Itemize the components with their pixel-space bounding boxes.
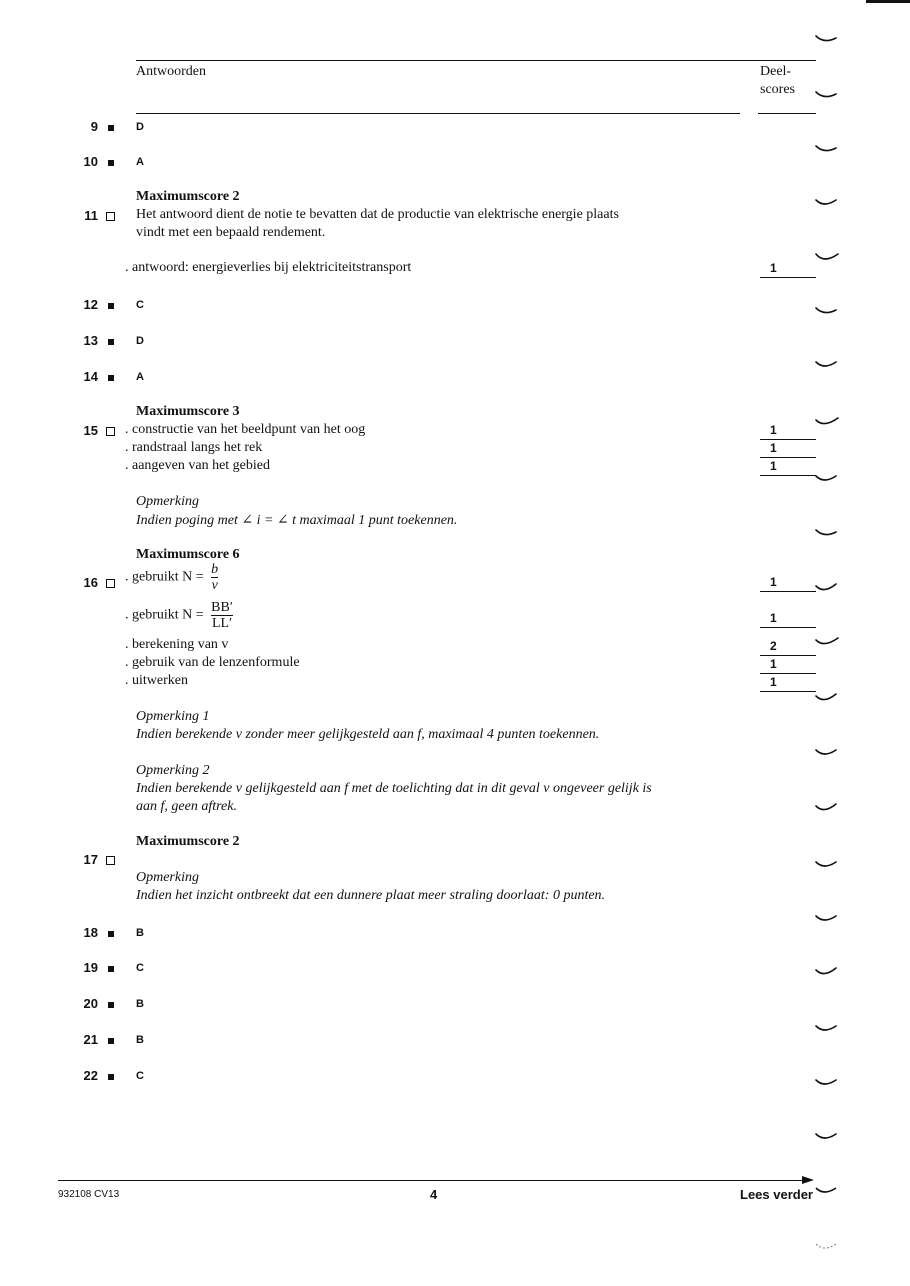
mc-answer: C: [136, 962, 144, 974]
question-number: 15: [83, 423, 98, 438]
check-mark-icon: [816, 916, 836, 920]
header-bottom-rule-right: [758, 113, 816, 114]
fraction: [211, 600, 233, 631]
check-marks-margin: [812, 30, 844, 1150]
check-mark-icon: [816, 362, 836, 366]
check-mark-icon: [816, 1026, 836, 1030]
check-mark-icon: [816, 968, 836, 974]
mc-marker: [108, 1038, 114, 1044]
answers-heading: Antwoorden: [136, 64, 206, 79]
header-bottom-rule: [136, 113, 740, 114]
mc-marker: [108, 1002, 114, 1008]
formula-prefix: . gebruikt N =: [125, 607, 204, 623]
question-number: 20: [83, 996, 98, 1011]
check-mark-icon: [814, 1184, 840, 1198]
maxscore-label: Maximumscore 2: [136, 189, 240, 204]
mc-answer: C: [136, 299, 144, 311]
mc-marker: [108, 339, 114, 345]
question-number: 16: [83, 575, 98, 590]
check-mark-icon: [816, 418, 838, 424]
open-question-marker: [106, 212, 115, 221]
subscore: 1: [760, 441, 816, 458]
mc-marker: [108, 375, 114, 381]
question-number: 14: [83, 369, 98, 384]
check-mark-icon: [816, 254, 838, 259]
check-mark-icon: [816, 1080, 836, 1084]
fraction-numerator: BB′: [211, 600, 233, 615]
remark-title: Opmerking: [136, 870, 199, 885]
subscores-heading-2: scores: [760, 82, 795, 97]
question-number: 21: [83, 1032, 98, 1047]
scoring-item: . randstraal langs het rek: [125, 440, 263, 455]
check-mark-icon: [816, 1134, 836, 1138]
remark-text: Indien berekende v zonder meer gelijkgesteld aan f, maximaal 4 punten toekennen.: [136, 727, 600, 742]
answer-text: vindt met een bepaald rendement.: [136, 225, 326, 240]
mc-answer: A: [136, 371, 144, 383]
fraction-denominator: LL′: [211, 616, 233, 631]
mc-marker: [108, 966, 114, 972]
scoring-item: . constructie van het beeldpunt van het oog: [125, 422, 366, 437]
subscore: 1: [760, 675, 816, 692]
question-number: 22: [83, 1068, 98, 1083]
scoring-item: . berekening van v: [125, 637, 229, 652]
question-number: 18: [83, 925, 98, 940]
question-number: 9: [90, 119, 98, 134]
mc-answer: B: [136, 998, 144, 1010]
mc-answer: D: [136, 335, 144, 347]
remark-text: Indien berekende v gelijkgesteld aan f met de toelichting dat in dit geval v ongeveer gelijk is: [136, 781, 652, 796]
scoring-item-formula: [125, 562, 218, 593]
page-number: 4: [430, 1187, 438, 1202]
check-mark-icon: [816, 308, 836, 313]
formula-prefix: . gebruikt N =: [125, 569, 204, 585]
check-mark-icon: [814, 1240, 840, 1254]
open-question-marker: [106, 579, 115, 588]
question-number: 19: [83, 960, 98, 975]
mc-answer: A: [136, 156, 144, 168]
subscore: 1: [760, 261, 816, 278]
remark-text: Indien het inzicht ontbreekt dat een dunnere plaat meer straling doorlaat: 0 punten.: [136, 888, 606, 903]
check-mark-icon: [816, 750, 836, 754]
continue-label: Lees verder: [740, 1187, 813, 1202]
mc-marker: [108, 931, 114, 937]
mc-answer: C: [136, 1070, 144, 1082]
remark-text: aan f, geen aftrek.: [136, 799, 237, 814]
maxscore-label: Maximumscore 3: [136, 404, 240, 419]
check-mark-icon: [816, 36, 836, 41]
check-mark-icon: [816, 476, 836, 480]
check-mark-icon: [816, 804, 836, 810]
scoring-item: . gebruik van de lenzenformule: [125, 655, 300, 670]
subscore: 1: [760, 459, 816, 476]
footer-code: 932108 CV13: [58, 1189, 120, 1200]
mc-marker: [108, 1074, 114, 1080]
fraction: [211, 562, 218, 593]
scoring-item: . uitwerken: [125, 673, 188, 688]
mc-marker: [108, 125, 114, 131]
open-question-marker: [106, 427, 115, 436]
subscore: 1: [760, 657, 816, 674]
fraction-numerator: b: [211, 562, 219, 577]
maxscore-label: Maximumscore 2: [136, 834, 240, 849]
check-mark-icon: [816, 694, 836, 700]
question-number: 10: [83, 154, 98, 169]
subscore: 1: [760, 611, 816, 628]
question-number: 17: [83, 852, 98, 867]
check-mark-icon: [816, 584, 836, 590]
check-mark-icon: [816, 92, 836, 97]
scoring-item-formula: [125, 600, 233, 631]
maxscore-label: Maximumscore 6: [136, 547, 240, 562]
mc-answer: B: [136, 927, 144, 939]
mc-answer: B: [136, 1034, 144, 1046]
mc-marker: [108, 303, 114, 309]
scoring-item: . antwoord: energieverlies bij elektriciteitstransport: [125, 260, 412, 275]
fraction-denominator: v: [211, 578, 218, 593]
subscore: 2: [760, 639, 816, 656]
remark-title: Opmerking: [136, 494, 199, 509]
answer-text: Het antwoord dient de notie te bevatten dat de productie van elektrische energie plaats: [136, 207, 619, 222]
mc-marker: [108, 160, 114, 166]
question-number: 13: [83, 333, 98, 348]
corner-mark: [866, 0, 910, 3]
remark-text: Indien poging met ∠ i = ∠ t maximaal 1 punt toekennen.: [136, 513, 458, 528]
question-number: 12: [83, 297, 98, 312]
remark-title: Opmerking 2: [136, 763, 210, 778]
check-mark-icon: [816, 200, 836, 204]
check-mark-icon: [816, 530, 836, 535]
check-mark-icon: [816, 146, 836, 151]
header-top-rule: [136, 60, 816, 61]
subscore: 1: [760, 423, 816, 440]
remark-title: Opmerking 1: [136, 709, 210, 724]
check-mark-icon: [816, 862, 836, 866]
footer-rule: [58, 1180, 804, 1181]
question-number: 11: [84, 208, 98, 223]
mc-answer: D: [136, 121, 144, 133]
scoring-item: . aangeven van het gebied: [125, 458, 270, 473]
open-question-marker: [106, 856, 115, 865]
check-mark-icon: [816, 638, 838, 644]
subscores-heading-1: Deel-: [760, 64, 792, 79]
subscore: 1: [760, 575, 816, 592]
